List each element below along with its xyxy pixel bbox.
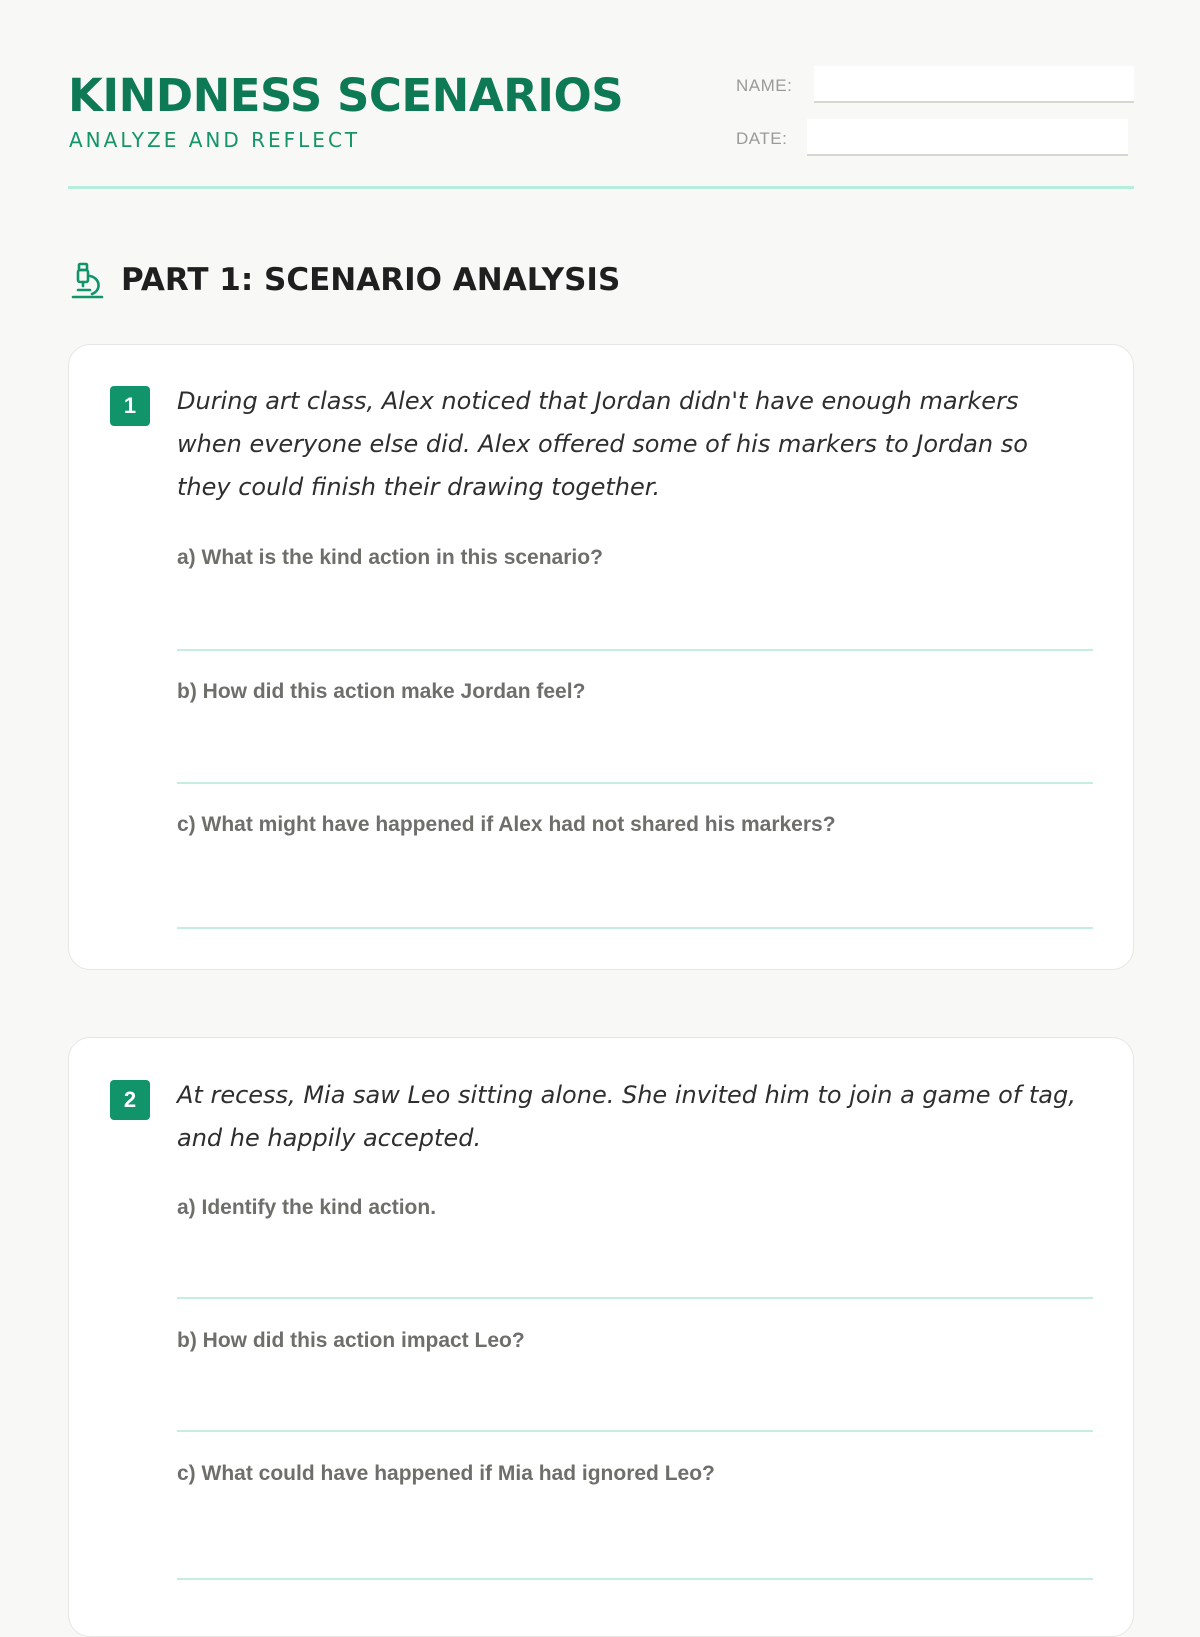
answer-line-b[interactable] [177, 1430, 1093, 1432]
question-b: b) How did this action impact Leo? [177, 1329, 525, 1352]
answer-line-a[interactable] [177, 649, 1093, 651]
scenario-card-2 [68, 1037, 1134, 1637]
question-a: a) What is the kind action in this scenario? [177, 546, 603, 569]
scenario-number-badge: 1 [110, 386, 150, 426]
scenario-text: At recess, Mia saw Leo sitting alone. She invited him to join a game of tag, and he happily accepted. [177, 1081, 1076, 1152]
question-c: c) What might have happened if Alex had not shared his markers? [177, 813, 836, 836]
worksheet-page [68, 0, 1134, 1600]
scenario-text: During art class, Alex noticed that Jordan didn't have enough markers when everyone else did. Alex offered some of his markers to Jordan so they could finish their drawing together. [177, 387, 1028, 501]
header-divider [68, 186, 1134, 189]
answer-line-b[interactable] [177, 782, 1093, 784]
question-a: a) Identify the kind action. [177, 1196, 437, 1219]
worksheet-subtitle: ANALYZE AND REFLECT [69, 128, 361, 152]
date-field[interactable] [807, 119, 1128, 156]
section-heading [68, 258, 868, 304]
scenario-card-1 [68, 344, 1134, 970]
microscope-icon [70, 262, 104, 300]
answer-line-c[interactable] [177, 1578, 1093, 1580]
date-label: DATE: [736, 129, 788, 148]
name-label: NAME: [736, 76, 793, 95]
worksheet-title: KINDNESS SCENARIOS [68, 69, 624, 122]
worksheet-header [68, 66, 1134, 192]
answer-line-a[interactable] [177, 1297, 1093, 1299]
question-c: c) What could have happened if Mia had ignored Leo? [177, 1462, 715, 1485]
name-field[interactable] [814, 66, 1134, 103]
answer-line-c[interactable] [177, 927, 1093, 929]
question-b: b) How did this action make Jordan feel? [177, 680, 586, 703]
scenario-number-badge: 2 [110, 1080, 150, 1120]
section-title: PART 1: SCENARIO ANALYSIS [121, 262, 621, 298]
